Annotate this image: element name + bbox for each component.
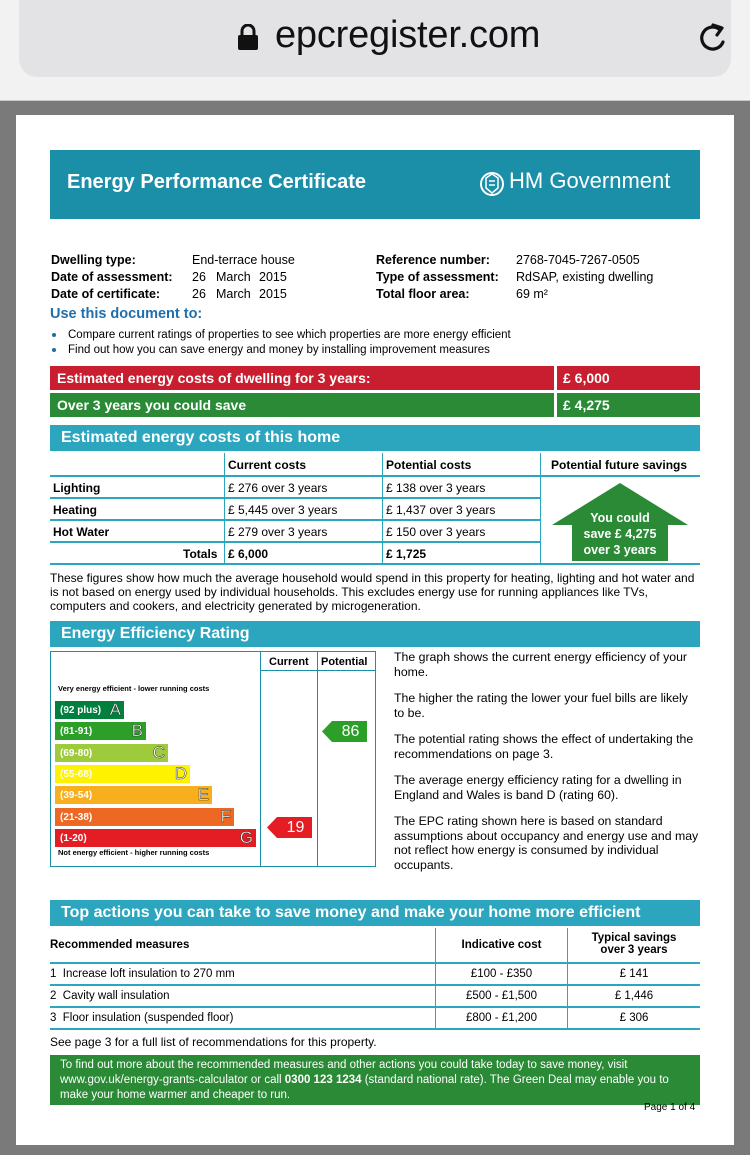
arrow-line: You could <box>590 511 650 525</box>
measure-3-saving: £ 306 <box>619 1012 649 1024</box>
rating-band-d <box>55 765 190 783</box>
certificate-day: 26 <box>192 287 206 301</box>
assessment-type-value: RdSAP, existing dwelling <box>516 270 654 284</box>
green-info-pre: To find out more about the recommended measures and other actions you could take today to save money, visit www.gov.uk/energy-grants-calculator or call <box>60 1059 628 1086</box>
brand-text: HM Government <box>509 168 671 193</box>
col-current-costs: Current costs <box>228 458 307 472</box>
use-bullet-text: Find out how you can save energy and money by installing improvement measures <box>68 344 490 356</box>
row-heating-potential: £ 1,437 over 3 years <box>386 503 496 517</box>
browser-toolbar <box>0 0 750 101</box>
recommendations-table <box>50 928 700 1030</box>
reload-icon[interactable] <box>695 20 731 56</box>
row-hotwater-label: Hot Water <box>53 525 110 539</box>
divider <box>50 541 540 543</box>
crest-icon <box>477 170 507 198</box>
cost-summary-bar <box>50 366 554 390</box>
bullet-dot <box>52 333 56 337</box>
band-range: (81-91) <box>60 726 93 738</box>
arrow-line: over 3 years <box>583 543 657 557</box>
measure-2: 2 Cavity wall insulation <box>50 990 170 1002</box>
divider <box>50 962 700 964</box>
url-text[interactable]: epcregister.com <box>275 14 541 56</box>
divider <box>260 652 261 866</box>
row-lighting-current: £ 276 over 3 years <box>228 481 328 495</box>
floor-area-label: Total floor area: <box>376 287 470 301</box>
rating-top-note: Very energy efficient - lower running costs <box>58 684 210 693</box>
actions-section-heading <box>50 900 700 926</box>
reference-label: Reference number: <box>376 253 490 267</box>
band-letter: D <box>174 763 187 783</box>
assessment-date-label: Date of assessment: <box>51 270 173 284</box>
bullet-dot <box>52 348 56 352</box>
col-savings <box>568 932 700 956</box>
save-summary-value <box>557 393 700 417</box>
rating-bottom-note: Not energy efficient - higher running costs <box>58 848 210 857</box>
divider <box>540 475 700 477</box>
arrow-line: save £ 4,275 <box>583 527 657 541</box>
rating-col-potential: Potential <box>321 656 368 668</box>
band-range: (39-54) <box>60 790 93 802</box>
cost-summary-label: Estimated energy costs of dwelling for 3 years: <box>57 370 371 386</box>
rating-paragraph-4: The average energy efficiency rating for a dwelling in England and Wales is band D (rating 60). <box>394 773 682 802</box>
col-future-savings: Potential future savings <box>551 458 688 472</box>
band-range: (92 plus) <box>60 705 102 716</box>
certificate-month: March <box>216 287 251 301</box>
actions-heading-text: Top actions you can take to save money and make your home more efficient <box>61 904 641 921</box>
rating-col-current: Current <box>269 656 309 668</box>
measure-1-saving: £ 141 <box>619 968 649 980</box>
rating-paragraph-1: The graph shows the current energy efficiency of your home. <box>394 650 688 679</box>
divider <box>50 1006 700 1008</box>
divider <box>382 453 383 564</box>
col-savings-line: over 3 years <box>600 944 668 956</box>
assessment-type-label: Type of assessment: <box>376 270 499 284</box>
band-letter: F <box>220 806 231 826</box>
rating-band-b <box>55 722 146 740</box>
lock-icon <box>237 24 259 50</box>
use-bullet-text: Compare current ratings of properties to see which properties are more energy efficient <box>68 329 511 341</box>
band-letter: G <box>239 827 253 847</box>
use-bullet-2 <box>52 344 490 356</box>
current-rating-value: 19 <box>286 819 305 836</box>
energy-costs-table <box>50 453 700 565</box>
measure-2-cost: £500 - £1,500 <box>466 990 537 1002</box>
rating-paragraph-3: The potential rating shows the effect of undertaking the recommendations on page 3. <box>394 732 694 761</box>
row-lighting-potential: £ 138 over 3 years <box>386 481 486 495</box>
divider <box>260 670 375 671</box>
floor-area-value: 69 m² <box>516 287 548 301</box>
rating-band-f <box>55 808 234 826</box>
divider <box>50 563 700 565</box>
assessment-month: March <box>216 270 251 284</box>
save-summary-label: Over 3 years you could save <box>57 397 247 413</box>
divider <box>540 453 541 564</box>
green-info-box <box>50 1055 700 1105</box>
divider <box>317 652 318 866</box>
divider <box>50 984 700 986</box>
row-hotwater-current: £ 279 over 3 years <box>228 525 328 539</box>
assessment-day: 26 <box>192 270 206 284</box>
row-heating-label: Heating <box>53 503 98 517</box>
energy-costs-heading-text: Estimated energy costs of this home <box>61 429 341 446</box>
certificate-date-label: Date of certificate: <box>51 287 161 301</box>
divider <box>50 475 540 477</box>
col-potential-costs: Potential costs <box>386 458 472 472</box>
measure-3: 3 Floor insulation (suspended floor) <box>50 1012 234 1024</box>
page-title: Energy Performance Certificate <box>67 171 367 193</box>
measure-1-cost: £100 - £350 <box>470 968 533 980</box>
certificate-header <box>50 150 700 219</box>
use-document-heading: Use this document to: <box>50 306 203 322</box>
band-range: (69-80) <box>60 747 93 759</box>
row-heating-current: £ 5,445 over 3 years <box>228 503 338 517</box>
divider <box>50 1028 700 1030</box>
band-letter: E <box>197 785 209 805</box>
address-bar[interactable] <box>19 0 731 77</box>
rating-section-heading <box>50 621 700 647</box>
costs-note: These figures show how much the average household would spend in this property for heating, lighting and hot water and is not based on energy used by individual households. This excludes energy use for running appliances like TVs, computers and cookers, and electricity generated by microgeneration. <box>50 571 695 613</box>
rating-band-a <box>55 701 124 719</box>
col-savings-line: Typical savings <box>591 932 677 944</box>
band-letter: C <box>152 742 165 762</box>
potential-rating-value: 86 <box>341 723 360 740</box>
row-hotwater-potential: £ 150 over 3 years <box>386 525 486 539</box>
certificate-page <box>16 115 734 1145</box>
save-summary-bar <box>50 393 554 417</box>
save-summary-amount: £ 4,275 <box>563 397 610 413</box>
band-letter: B <box>131 721 143 741</box>
dwelling-type-label: Dwelling type: <box>51 253 136 267</box>
green-info-post: (standard national rate). The Green Deal may enable you to make your home warmer and cheaper to run. <box>60 1074 669 1101</box>
certificate-year: 2015 <box>259 287 287 301</box>
savings-arrow-text <box>570 510 670 558</box>
green-info-phone[interactable]: 0300 123 1234 <box>284 1074 362 1086</box>
page-number: Page 1 of 4 <box>644 1102 696 1113</box>
total-potential: £ 1,725 <box>386 547 427 561</box>
col-cost: Indicative cost <box>461 939 542 951</box>
measure-1: 1 Increase loft insulation to 270 mm <box>50 968 235 980</box>
use-bullet-1 <box>52 329 511 341</box>
see-page-note: See page 3 for a full list of recommendations for this property. <box>50 1035 377 1049</box>
row-lighting-label: Lighting <box>53 481 101 495</box>
measure-2-saving: £ 1,446 <box>614 990 654 1002</box>
reference-value: 2768-7045-7267-0505 <box>516 253 640 267</box>
divider <box>50 519 540 521</box>
rating-paragraph-5: The EPC rating shown here is based on standard assumptions about occupancy and energy use and may not reflect how energy is consumed by individual occupants. <box>394 814 699 872</box>
rating-paragraph-2: The higher the rating the lower your fuel bills are likely to be. <box>394 691 688 720</box>
rating-band-g <box>55 829 256 847</box>
green-info-text <box>60 1058 700 1103</box>
band-range: (55-68) <box>60 768 93 780</box>
total-current: £ 6,000 <box>228 547 269 561</box>
rating-heading-text: Energy Efficiency Rating <box>61 625 250 642</box>
rating-band-c <box>55 744 168 762</box>
divider <box>224 453 225 564</box>
divider <box>50 497 540 499</box>
measure-3-cost: £800 - £1,200 <box>466 1012 537 1024</box>
band-range: (21-38) <box>60 811 93 823</box>
cost-summary-amount: £ 6,000 <box>563 370 610 386</box>
rating-chart <box>50 651 376 867</box>
energy-costs-section-heading <box>50 425 700 451</box>
cost-summary-value <box>557 366 700 390</box>
assessment-year: 2015 <box>259 270 287 284</box>
dwelling-type-value: End-terrace house <box>192 253 295 267</box>
band-letter: A <box>109 700 121 719</box>
rating-band-e <box>55 786 212 804</box>
col-measures: Recommended measures <box>50 939 190 951</box>
band-range: (1-20) <box>60 832 87 844</box>
totals-label: Totals <box>183 547 218 561</box>
